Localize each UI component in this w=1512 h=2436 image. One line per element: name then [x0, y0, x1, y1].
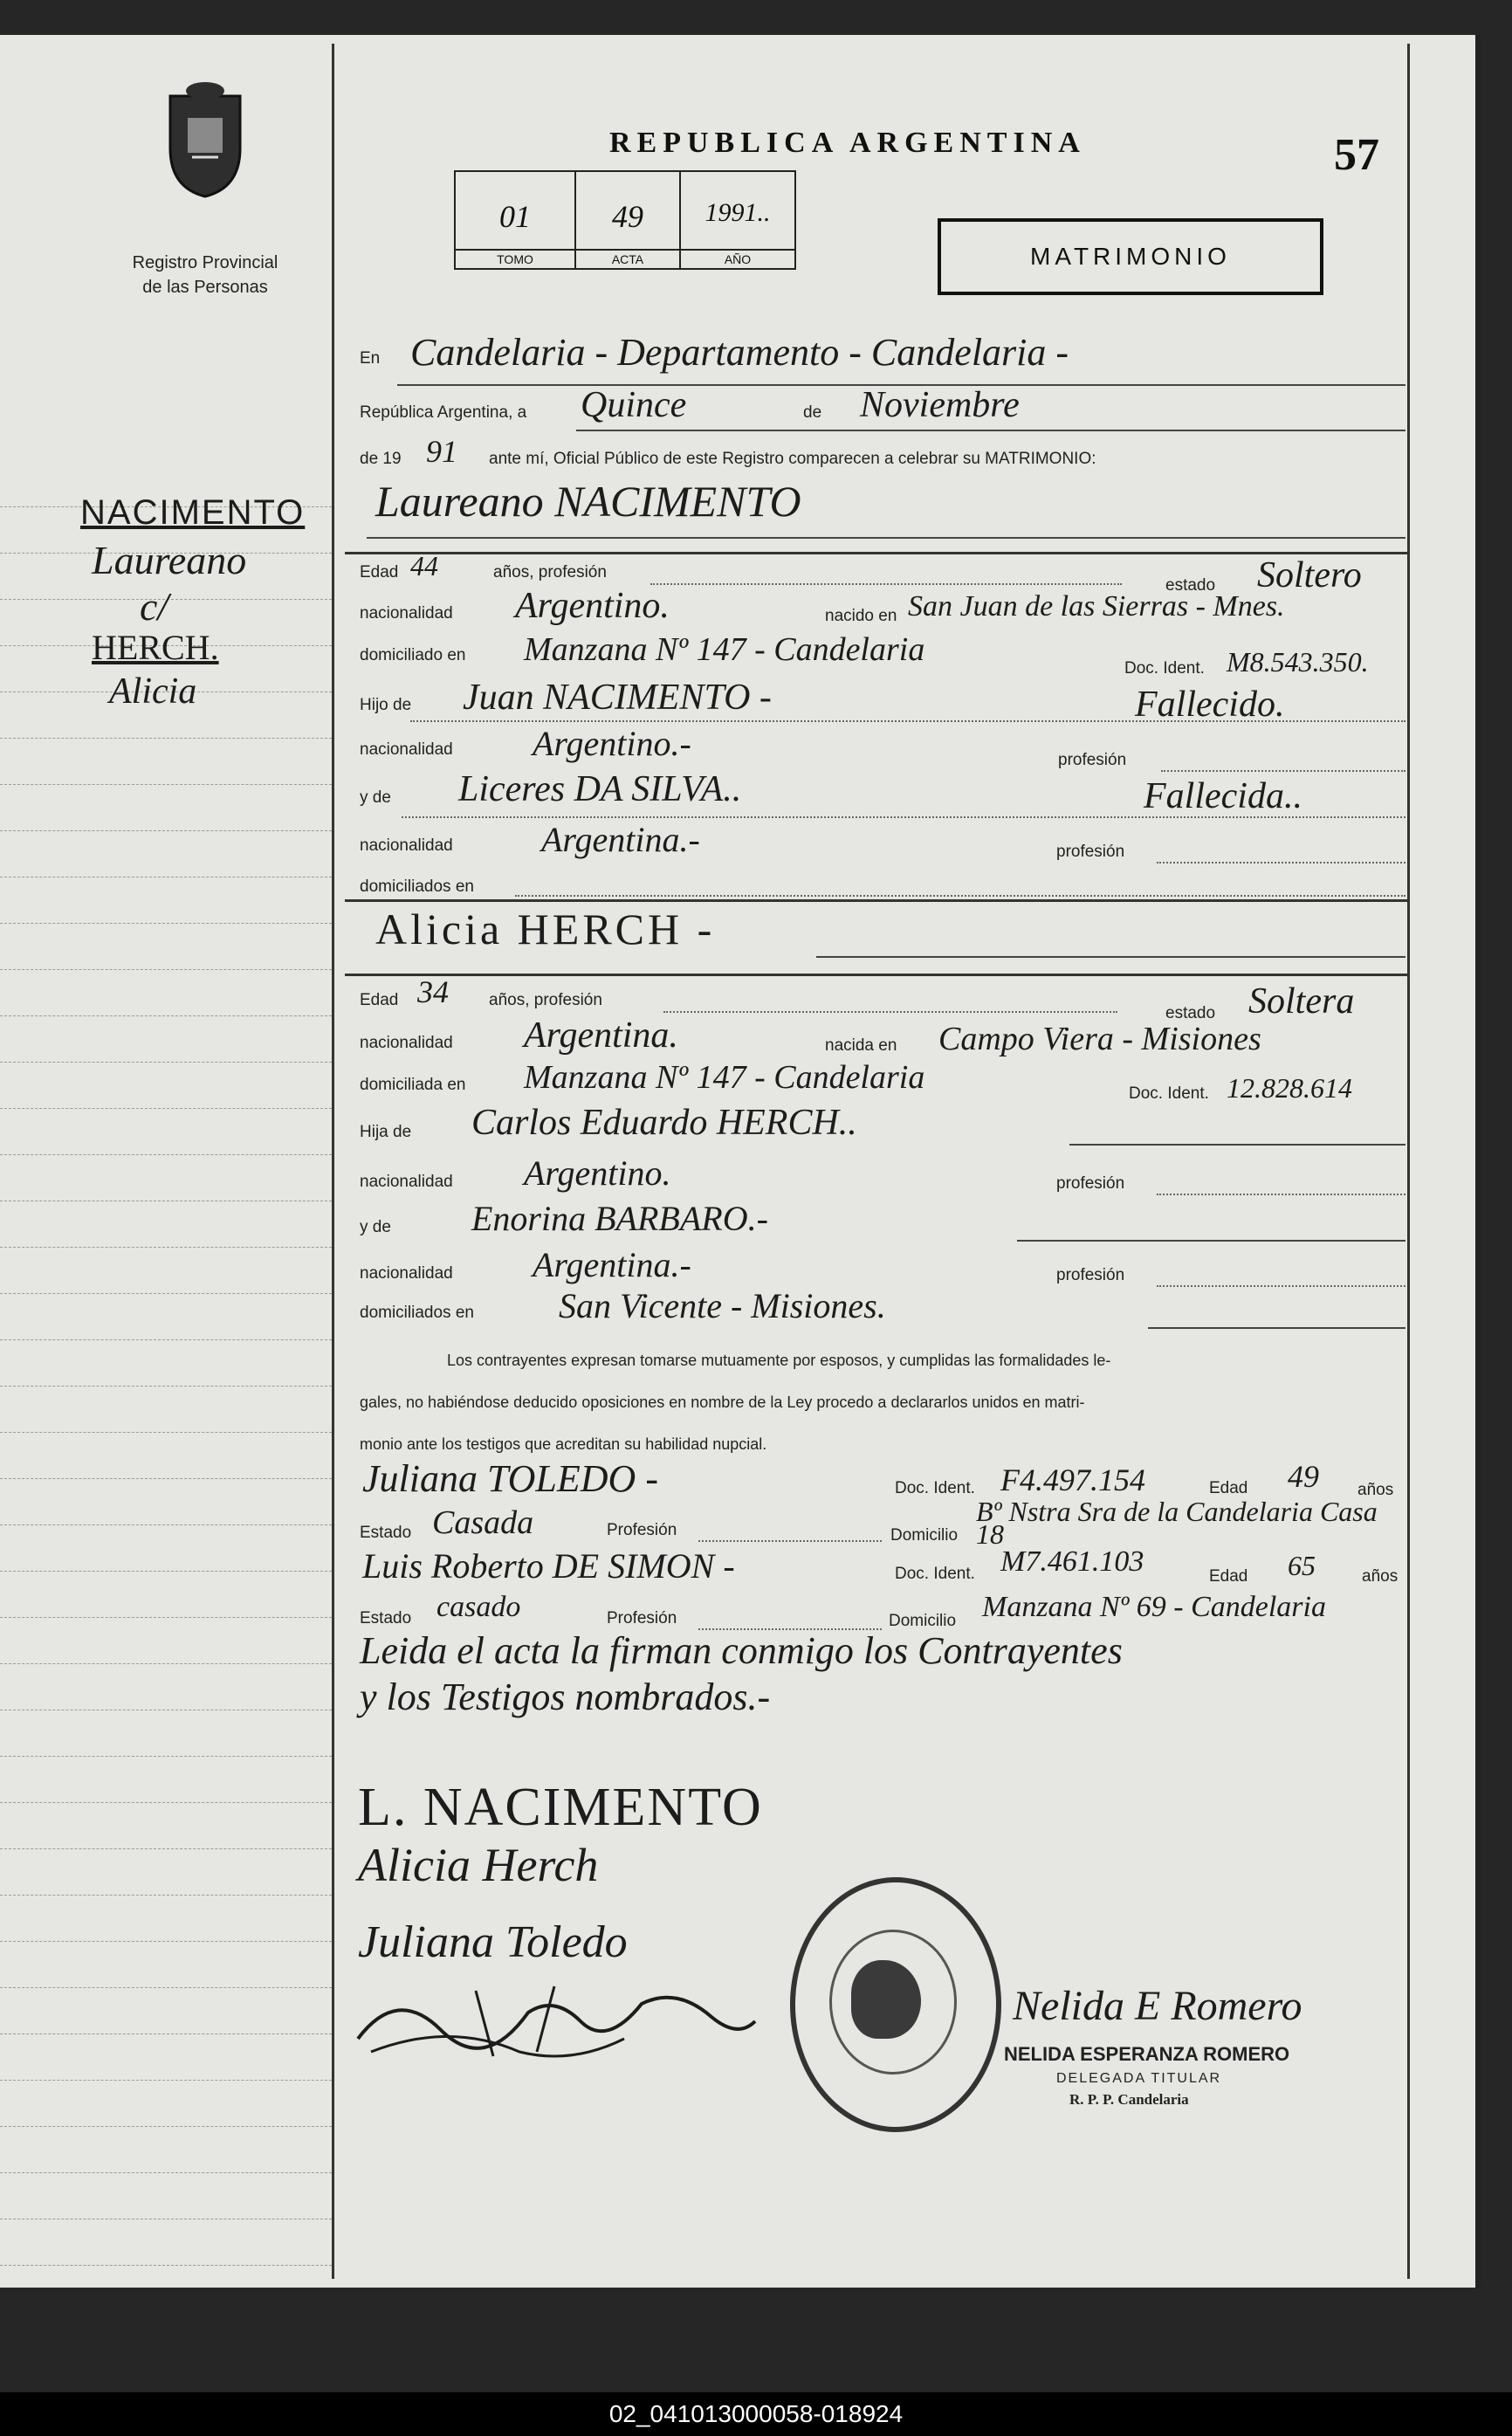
groom-domicilio-label: domiciliado en [360, 646, 466, 664]
witness2-domicilio-label: Domicilio [889, 1612, 957, 1630]
bride-father-name: Carlos Eduardo HERCH.. [471, 1103, 857, 1143]
bride-mother-prof-label: profesión [1056, 1266, 1125, 1284]
witness2-estado-value: casado [436, 1591, 521, 1623]
margin-note-bride-name: Alicia [109, 671, 197, 712]
bride-mother-nac-value: Argentina.- [533, 1245, 691, 1284]
margin-ruled-line [0, 1895, 332, 1896]
witness2-profesion-label: Profesión [607, 1609, 677, 1627]
groom-father-status: Fallecido. [1135, 685, 1285, 725]
ano-value: 1991.. [704, 198, 771, 227]
declaration-line-1: Los contrayentes expresan tomarse mutuamente por esposos, y cumplidas las formalidades le- [447, 1352, 1111, 1369]
witness1-domicilio-label: Domicilio [890, 1526, 959, 1545]
margin-ruled-line [0, 1015, 332, 1016]
witness1-profesion-label: Profesión [607, 1521, 677, 1539]
bride-father-label: Hija de [360, 1123, 412, 1141]
groom-doc-value: M8.543.350. [1227, 646, 1369, 678]
section-separator [345, 899, 1410, 902]
groom-doc-label: Doc. Ident. [1124, 659, 1205, 678]
margin-ruled-line [0, 1848, 332, 1849]
scan-footer-code: 02_041013000058-018924 [0, 2392, 1512, 2436]
margin-divider [332, 44, 334, 2279]
bride-father-nac-value: Argentino. [524, 1153, 671, 1193]
officer-office: R. P. P. Candelaria [1069, 2091, 1189, 2108]
witness2-doc-label: Doc. Ident. [895, 1565, 975, 1583]
ano-label: AÑO [681, 249, 794, 268]
groom-father-name: Juan NACIMENTO - [463, 678, 772, 718]
bride-estado-label: estado [1165, 1004, 1216, 1022]
witness1-doc-value: F4.497.154 [1000, 1462, 1145, 1497]
seal-emblem-icon [851, 1960, 921, 2039]
place-value: Candelaria - Departamento - Candelaria - [410, 331, 1069, 374]
margin-note-bride-surname: HERCH. [92, 628, 219, 667]
witness1-signature: Juliana Toledo [358, 1917, 628, 1967]
margin-ruled-line [0, 1339, 332, 1340]
groom-nacionalidad-value: Argentino. [515, 586, 670, 626]
margin-ruled-line [0, 1941, 332, 1942]
bride-mother-name: Enorina BARBARO.- [471, 1199, 768, 1238]
margin-ruled-line [0, 1478, 332, 1479]
groom-estado-label: estado [1165, 576, 1216, 595]
bride-father-prof-label: profesión [1056, 1174, 1125, 1193]
section-separator [345, 974, 1410, 976]
groom-mother-nac-label: nacionalidad [360, 836, 453, 855]
record-number-boxes [454, 170, 796, 270]
ante-text: ante mí, Oficial Público de este Registro comparecen a celebrar su MATRIMONIO: [489, 450, 1096, 468]
groom-mother-nac-value: Argentina.- [541, 820, 700, 859]
margin-ruled-line [0, 2265, 332, 2266]
witness2-edad-value: 65 [1288, 1550, 1316, 1581]
provincial-crest-icon [157, 79, 253, 201]
bride-estado-value: Soltera [1248, 981, 1355, 1022]
bride-nacionalidad-label: nacionalidad [360, 1034, 453, 1052]
tomo-label: TOMO [456, 249, 574, 268]
month-value: Noviembre [860, 385, 1020, 425]
margin-ruled-line [0, 1802, 332, 1803]
bride-signature: Alicia Herch [358, 1839, 599, 1891]
margin-ruled-line [0, 1386, 332, 1387]
margin-ruled-line [0, 1756, 332, 1757]
bride-parents-dom-label: domiciliados en [360, 1304, 474, 1322]
margin-ruled-line [0, 1154, 332, 1155]
margin-ruled-line [0, 923, 332, 924]
bride-doc-value: 12.828.614 [1227, 1072, 1352, 1104]
witness1-estado-value: Casada [432, 1504, 534, 1541]
year-prefix: de 19 [360, 450, 402, 468]
witness1-edad-value: 49 [1288, 1459, 1319, 1494]
day-value: Quince [581, 385, 687, 425]
groom-address: Manzana Nº 147 - Candelaria [524, 631, 925, 668]
groom-father-prof-label: profesión [1058, 751, 1127, 769]
witness2-signature-scribble [345, 1969, 764, 2065]
groom-father-nac-value: Argentino.- [533, 724, 691, 763]
margin-note-surname: NACIMENTO [80, 493, 306, 532]
officer-title: DELEGADA TITULAR [1056, 2071, 1222, 2086]
bride-mother-label: y de [360, 1218, 391, 1236]
groom-estado-value: Soltero [1257, 555, 1362, 595]
margin-ruled-line [0, 1617, 332, 1618]
en-label: En [360, 349, 381, 368]
witness1-edad-label: Edad [1209, 1479, 1248, 1497]
registry-name-line1: Registro Provincial [132, 253, 278, 272]
groom-mother-prof-label: profesión [1056, 843, 1125, 861]
bride-profesion-label: años, profesión [489, 991, 602, 1009]
bride-nacionalidad-value: Argentina. [524, 1015, 678, 1056]
margin-ruled-line [0, 1432, 332, 1433]
margin-ruled-line [0, 1293, 332, 1294]
bride-full-name: Alicia HERCH - [375, 905, 716, 953]
margin-ruled-line [0, 2126, 332, 2127]
country-heading: REPUBLICA ARGENTINA [609, 127, 1086, 159]
witness2-address: Manzana Nº 69 - Candelaria [982, 1591, 1326, 1623]
de-label: de [803, 403, 822, 422]
closing-line-2: y los Testigos nombrados.- [360, 1676, 771, 1718]
witness1-estado-label: Estado [360, 1524, 412, 1542]
groom-father-label: Hijo de [360, 696, 412, 714]
year-value: 91 [426, 434, 457, 469]
section-separator [345, 552, 1410, 554]
groom-mother-status: Fallecida.. [1144, 776, 1302, 816]
witness1-address: Bº Nstra Sra de la Candelaria Casa 18 [976, 1496, 1378, 1550]
tomo-value: 01 [499, 199, 531, 234]
margin-ruled-line [0, 738, 332, 739]
margin-ruled-line [0, 1108, 332, 1109]
bride-doc-label: Doc. Ident. [1129, 1084, 1209, 1103]
margin-ruled-line [0, 784, 332, 785]
right-border [1407, 44, 1410, 2279]
margin-ruled-line [0, 2172, 332, 2173]
witness2-anos-label: años [1362, 1567, 1399, 1586]
bride-nacida-label: nacida en [825, 1036, 897, 1055]
bride-address: Manzana Nº 147 - Candelaria [524, 1059, 925, 1096]
margin-note-with: c/ [140, 584, 169, 629]
margin-ruled-line [0, 1571, 332, 1572]
margin-ruled-line [0, 2033, 332, 2034]
groom-mother-name: Liceres DA SILVA.. [458, 769, 742, 809]
witness1-doc-label: Doc. Ident. [895, 1479, 975, 1497]
groom-edad-value: 44 [410, 550, 438, 581]
witness1-name: Juliana TOLEDO - [362, 1457, 658, 1500]
margin-note-given-name: Laureano [92, 538, 247, 582]
ano-box [681, 172, 794, 268]
bride-domicilio-label: domiciliada en [360, 1076, 466, 1094]
declaration-line-3: monio ante los testigos que acreditan su habilidad nupcial. [360, 1435, 767, 1453]
margin-ruled-line [0, 1987, 332, 1988]
acta-label: ACTA [576, 249, 679, 268]
bride-father-nac-label: nacionalidad [360, 1173, 453, 1191]
tomo-box [456, 172, 576, 268]
margin-ruled-line [0, 830, 332, 831]
groom-father-nac-label: nacionalidad [360, 740, 453, 759]
officer-name: NELIDA ESPERANZA ROMERO [1004, 2043, 1290, 2065]
margin-ruled-line [0, 1663, 332, 1664]
page-number: 57 [1334, 130, 1379, 180]
margin-ruled-line [0, 969, 332, 970]
margin-ruled-line [0, 1524, 332, 1525]
republica-label: República Argentina, a [360, 403, 527, 422]
declaration-line-2: gales, no habiéndose deducido oposiciones en nombre de la Ley procedo a declararlos unidos en matri- [360, 1393, 1085, 1411]
closing-line-1: Leida el acta la firman conmigo los Contrayentes [360, 1629, 1123, 1672]
groom-signature: L. NACIMENTO [358, 1778, 763, 1837]
margin-ruled-line [0, 2080, 332, 2081]
groom-edad-label: Edad [360, 563, 399, 581]
bride-edad-value: 34 [417, 974, 449, 1009]
witness2-estado-label: Estado [360, 1609, 412, 1627]
bride-edad-label: Edad [360, 991, 399, 1009]
groom-full-name: Laureano NACIMENTO [375, 477, 801, 526]
groom-mother-label: y de [360, 788, 391, 807]
bride-mother-nac-label: nacionalidad [360, 1264, 453, 1283]
registry-name-line2: de las Personas [142, 278, 268, 297]
witness2-name: Luis Roberto DE SIMON - [362, 1546, 735, 1586]
officer-signature: Nelida E Romero [1013, 1983, 1302, 2029]
witness2-edad-label: Edad [1209, 1567, 1248, 1586]
groom-nacido-label: nacido en [825, 607, 897, 625]
act-type-box: MATRIMONIO [938, 218, 1323, 295]
groom-nacionalidad-label: nacionalidad [360, 604, 453, 623]
margin-ruled-line [0, 1062, 332, 1063]
groom-profesion-label: años, profesión [493, 563, 607, 581]
groom-parents-dom-label: domiciliados en [360, 877, 474, 896]
margin-ruled-line [0, 1247, 332, 1248]
acta-value: 49 [612, 199, 643, 234]
witness1-anos-label: años [1357, 1481, 1394, 1499]
acta-box [576, 172, 681, 268]
bride-birthplace: Campo Viera - Misiones [938, 1021, 1261, 1057]
bride-parents-dom-value: San Vicente - Misiones. [559, 1286, 886, 1325]
witness2-doc-value: M7.461.103 [1000, 1545, 1144, 1578]
groom-birthplace: San Juan de las Sierras - Mnes. [908, 590, 1285, 623]
